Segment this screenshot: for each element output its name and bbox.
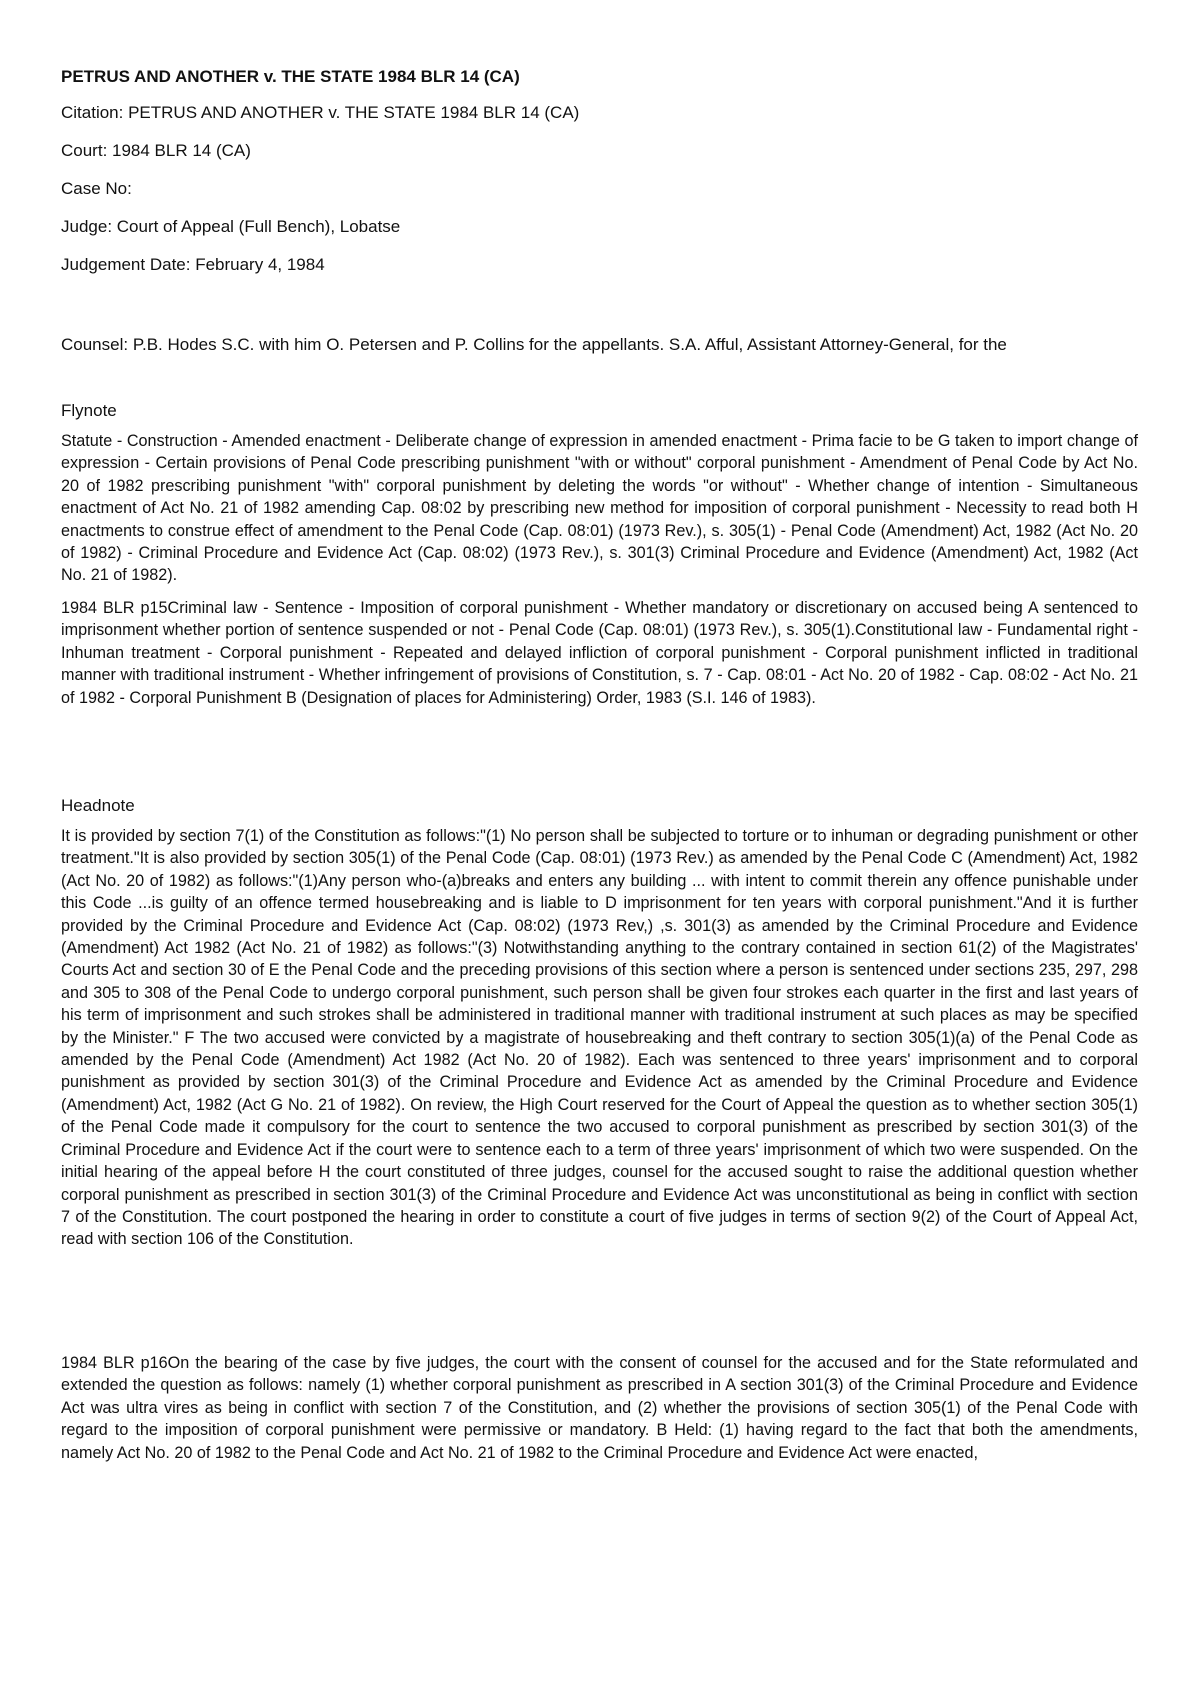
flynote-paragraph: 1984 BLR p15Criminal law - Sentence - Imposition of corporal punishment - Whether mandatory or discretionary on accused being A sentenced to imprisonment whether portion of sentence suspended or not - Penal Code (Cap. 08:01) (1973 Rev.), s. 305(1).Constitutional law - Fundamental right - Inhuman treatment - Corporal punishment - Repeated and delayed infliction of corporal punishment - Corporal punishment inflicted in traditional manner with traditional instrument - Whether infringement of provisions of Constitution, s. 7 - Cap. 08:01 - Act No. 20 of 1982 - Cap. 08:02 - Act No. 21 of 1982 - Corporal Punishment B (Designation of places for Administering) Order, 1983 (S.I. 146 of 1983). — [61, 599, 1138, 707]
headnote-heading: Headnote — [61, 796, 135, 815]
citation-line: Citation: PETRUS AND ANOTHER v. THE STATE 1984 BLR 14 (CA) — [61, 103, 580, 122]
flynote-paragraph: Statute - Construction - Amended enactment - Deliberate change of expression in amended enactment - Prima facie to be G taken to import change of expression - Certain provisions of Penal Code prescribing punishment "with or without" corporal punishment - Amendment of Penal Code by Act No. 20 of 1982 prescribing punishment "with" corporal punishment by deleting the words "or without" - Whether change of intention - Simultaneous enactment of Act No. 21 of 1982 amending Cap. 08:02 by prescribing new method for imposition of corporal punishment - Necessity to read both H enactments to construe effect of amendment to the Penal Code (Cap. 08:01) (1973 Rev.), s. 305(1) - Penal Code (Amendment) Act, 1982 (Act No. 20 of 1982) - Criminal Procedure and Evidence Act (Cap. 08:02) (1973 Rev.), s. 301(3) Criminal Procedure and Evidence (Amendment) Act, 1982 (Act No. 21 of 1982). — [61, 432, 1138, 585]
counsel-line: Counsel: P.B. Hodes S.C. with him O. Petersen and P. Collins for the appellants. S.A. Afful, Assistant Attorney-General, for the — [61, 335, 1007, 354]
flynote-heading: Flynote — [61, 401, 117, 420]
case-number-line: Case No: — [61, 179, 132, 198]
judge-line: Judge: Court of Appeal (Full Bench), Lobatse — [61, 217, 401, 236]
document-page — [61, 0, 1200, 1696]
judgement-date-line: Judgement Date: February 4, 1984 — [61, 255, 325, 274]
court-line: Court: 1984 BLR 14 (CA) — [61, 141, 251, 160]
headnote-paragraph: 1984 BLR p16On the bearing of the case by five judges, the court with the consent of counsel for the accused and for the State reformulated and extended the question as follows: namely (1) whether corporal punishment as prescribed in A section 301(3) of the Criminal Procedure and Evidence Act was ultra vires as being in conflict with section 7 of the Constitution, and (2) whether the provisions of section 305(1) of the Penal Code with regard to the imposition of corporal punishment were permissive or mandatory. B Held: (1) having regard to the fact that both the amendments, namely Act No. 20 of 1982 to the Penal Code and Act No. 21 of 1982 to the Criminal Procedure and Evidence Act were enacted, — [61, 1354, 1138, 1462]
headnote-paragraph: It is provided by section 7(1) of the Constitution as follows:"(1) No person shall be subjected to torture or to inhuman or degrading punishment or other treatment."It is also provided by section 305(1) of the Penal Code (Cap. 08:01) (1973 Rev.) as amended by the Penal Code C (Amendment) Act, 1982 (Act No. 20 of 1982) as follows:"(1)Any person who-(a)breaks and enters any building ... with intent to commit therein any offence punishable under this Code ...is guilty of an offence termed housebreaking and is liable to D imprisonment for ten years with corporal punishment."And it is further provided by the Criminal Procedure and Evidence Act (Cap. 08:02) (1973 Rev,) ,s. 301(3) as amended by the Criminal Procedure and Evidence (Amendment) Act 1982 (Act No. 21 of 1982) as follows:"(3) Notwithstanding anything to the contrary contained in section 61(2) of the Magistrates' Courts Act and section 30 of E the Penal Code and the preceding provisions of this section where a person is sentenced under sections 235, 297, 298 and 305 to 308 of the Penal Code to undergo corporal punishment, such person shall be given four strokes each quarter in the first and last years of his term of imprisonment and such strokes shall be administered in traditional manner with traditional instrument at such places as may be specified by the Minister." F The two accused were convicted by a magistrate of housebreaking and theft contrary to section 305(1)(a) of the Penal Code as amended by the Penal Code (Amendment) Act 1982 (Act No. 20 of 1982). Each was sentenced to three years' imprisonment and to corporal punishment as provided by section 301(3) of the Criminal Procedure and Evidence Act as amended by the Criminal Procedure and Evidence (Amendment) Act, 1982 (Act G No. 21 of 1982). On review, the High Court reserved for the Court of Appeal the question as to whether section 305(1) of the Penal Code made it compulsory for the court to sentence the two accused to corporal punishment as prescribed by section 301(3) of the Criminal Procedure and Evidence Act if the court were to sentence each to a term of three years' imprisonment of which two were suspended. On the initial hearing of the appeal before H the court constituted of three judges, counsel for the accused sought to raise the additional question whether corporal punishment as prescribed in section 301(3) of the Criminal Procedure and Evidence Act was unconstitutional as being in conflict with section 7 of the Constitution. The court postponed the hearing in order to constitute a court of five judges in terms of section 9(2) of the Court of Appeal Act, read with section 106 of the Constitution. — [61, 827, 1138, 1249]
document-title: PETRUS AND ANOTHER v. THE STATE 1984 BLR 14 (CA) — [61, 67, 520, 86]
